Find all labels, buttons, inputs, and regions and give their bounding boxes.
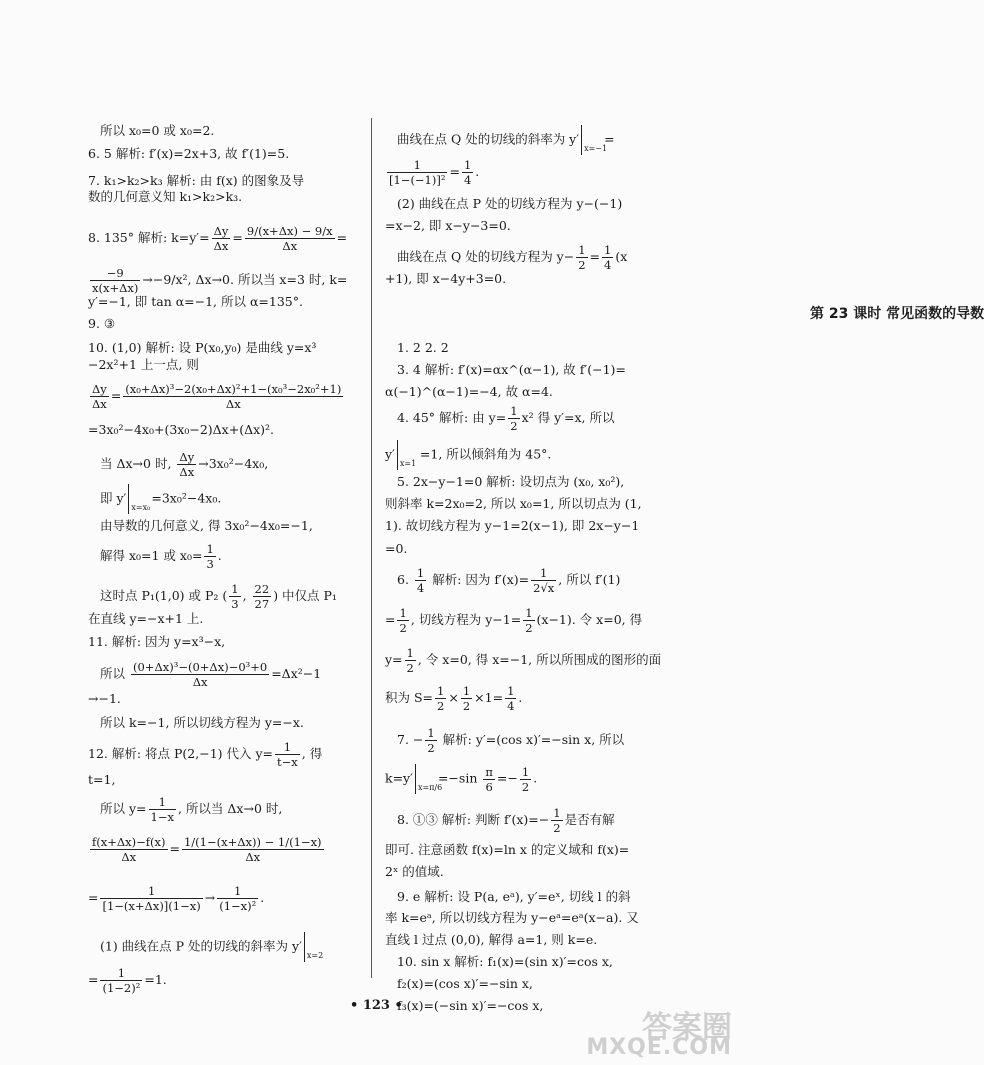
answer-line: $\frac{-9}{x(x+\Delta x)}$ →−9/x², Δx→0. 所以当 x=3 时, k=: [92, 266, 348, 295]
answer-line: 即可. 注意函数 f(x)=ln x 的定义域和 f(x)=: [385, 842, 630, 857]
answer-line: 5. 2x−y−1=0 解析: 设切点为 (x₀, x₀²),: [397, 474, 625, 489]
answer-line: (2) 曲线在点 P 处的切线方程为 y−(−1): [397, 196, 623, 211]
answer-line: f₃(x)=(−sin x)′=−cos x,: [397, 998, 544, 1013]
answer-line: 所以 k=−1, 所以切线方程为 y=−x.: [100, 715, 304, 730]
answer-line: (1) 曲线在点 P 处的切线的斜率为 y′ x=2: [100, 932, 327, 962]
answer-line: 曲线在点 Q 处的切线方程为 y− $\frac{1}{2}$ = $\frac{1}{4}$ (x: [397, 243, 628, 272]
answer-line: =x−2, 即 x−y−3=0.: [385, 218, 511, 233]
answer-line: $\frac{1}{\text{[1−(−1)]²}}$ = $\frac{1}{4}$ .: [389, 158, 480, 187]
answer-line: 直线 l 过点 (0,0), 解得 a=1, 则 k=e.: [385, 932, 598, 947]
answer-line: f₂(x)=(cos x)′=−sin x,: [397, 976, 533, 991]
answer-line: 12. 解析: 将点 P(2,−1) 代入 y= $\frac{1}{t-x}$ , 得: [88, 740, 323, 769]
answer-line: t=1,: [88, 772, 116, 787]
answer-line: 这时点 P₁(1,0) 或 P₂ ( $\frac{1}{3}$ , $\frac{22}{27}$ ) 中仅点 P₁: [100, 582, 337, 611]
answer-line: 9. e 解析: 设 P(a, eᵃ), y′=eˣ, 切线 l 的斜: [397, 889, 631, 904]
answer-line: 4. 45° 解析: 由 y= $\frac{1}{2}$ x² 得 y′=x, 所以: [397, 404, 615, 433]
answer-line: 8. 135° 解析: k=y′= $\frac{\Delta y}{\Delta x}$ = $\frac{9/(x+\Delta x) - 9/x}{\Delta x}$ =: [88, 224, 348, 253]
answer-line: 11. 解析: 因为 y=x³−x,: [88, 634, 226, 649]
answer-line: 6. 5 解析: f′(x)=2x+3, 故 f′(1)=5.: [88, 146, 290, 161]
answer-line: 2ˣ 的值域.: [385, 864, 444, 879]
answer-line: 由导数的几何意义, 得 3x₀²−4x₀=−1,: [100, 518, 313, 533]
answer-line: 数的几何意义知 k₁>k₂>k₃.: [88, 189, 243, 204]
answer-line: 8. ①③ 解析: 判断 f′(x)=− $\frac{1}{2}$ 是否有解: [397, 806, 615, 835]
answer-line: = $\frac{1}{2}$ , 切线方程为 y−1= $\frac{1}{2}$ (x−1). 令 x=0, 得: [385, 606, 643, 635]
answer-line: $\frac{\Delta y}{\Delta x}$ = $\frac{\text{(x₀+Δx)³−2(x₀+Δx)²+1−(x₀³−2x₀²+1)}}{\Delta x}$: [92, 382, 342, 411]
answer-line: 即 y′ x=x₀ =3x₀²−4x₀.: [100, 484, 221, 514]
answer-line: 10. (1,0) 解析: 设 P(x₀,y₀) 是曲线 y=x³: [88, 340, 317, 355]
answer-line: =0.: [385, 541, 408, 556]
answer-line: 7. − $\frac{1}{2}$ 解析: y′=(cos x)′=−sin x, 所以: [397, 726, 625, 755]
answer-line: $\frac{f(x+\Delta x)-f(x)}{\Delta x}$ = $\frac{1/(1-(x+\Delta x)) - 1/(1-x)}{\Delta x}$: [92, 835, 322, 864]
answer-line: 7. k₁>k₂>k₃ 解析: 由 f(x) 的图象及导: [88, 173, 305, 188]
answer-line: 在直线 y=−x+1 上.: [88, 611, 204, 626]
answer-line: 则斜率 k=2x₀=2, 所以 x₀=1, 所以切点为 (1,: [385, 496, 642, 511]
answer-line: y= $\frac{1}{2}$ , 令 x=0, 得 x=−1, 所以所围成的图形的面: [385, 646, 662, 675]
answer-line: k=y′ x=π/6 =−sin $\frac{\pi}{6}$ =− $\frac{1}{2}$ .: [385, 764, 538, 794]
answer-line: −2x²+1 上一点, 则: [88, 357, 199, 372]
answer-line: 积为 S= $\frac{1}{2}$ × $\frac{1}{2}$ ×1= $\frac{1}{4}$ .: [385, 684, 523, 713]
page-number: • 123 •: [350, 998, 403, 1013]
answer-line: 6. $\frac{1}{4}$ 解析: 因为 f′(x)= $\frac{1}{2√x}$ , 所以 f′(1): [397, 566, 621, 595]
answer-line: 9. ③: [88, 316, 116, 331]
answer-line: 3. 4 解析: f′(x)=αx^(α−1), 故 f′(−1)=: [397, 362, 626, 377]
answer-line: 曲线在点 Q 处的切线的斜率为 y′ x=−1 =: [397, 125, 615, 155]
watermark-logo: 答案圈 MXQE.COM: [586, 1010, 732, 1060]
answer-line: 所以 $\frac{\text{(0+Δx)³−(0+Δx)−0³+0}}{\Delta x}$ =Δx²−1: [100, 660, 322, 689]
answer-line: 1). 故切线方程为 y−1=2(x−1), 即 2x−y−1: [385, 518, 640, 533]
answer-line: α(−1)^(α−1)=−4, 故 α=4.: [385, 384, 553, 399]
answer-line: 1. 2 2. 2: [397, 340, 449, 355]
answer-line: +1), 即 x−4y+3=0.: [385, 271, 507, 286]
answer-line: = $\frac{1}{\text{(1−2)²}}$ =1.: [88, 966, 167, 995]
answer-line: 所以 y= $\frac{1}{1-x}$ , 所以当 Δx→0 时,: [100, 795, 283, 824]
lesson-heading: 第 23 课时 常见函数的导数: [810, 306, 984, 322]
answer-line: 所以 x₀=0 或 x₀=2.: [100, 123, 215, 138]
answer-line: y′ x=1 =1, 所以倾斜角为 45°.: [385, 440, 551, 470]
answer-line: = $\frac{1}{[1-(x+\Delta x)](1-x)}$ → $\frac{1}{\text{(1−x)²}}$ .: [88, 884, 265, 913]
column-divider: [371, 118, 372, 978]
answer-line: =3x₀²−4x₀+(3x₀−2)Δx+(Δx)².: [88, 422, 275, 437]
answer-line: 解得 x₀=1 或 x₀= $\frac{1}{3}$ .: [100, 542, 222, 571]
answer-line: →−1.: [88, 691, 121, 706]
answer-line: 当 Δx→0 时, $\frac{\Delta y}{\Delta x}$ →3x₀²−4x₀,: [100, 450, 269, 479]
answer-line: 率 k=eᵃ, 所以切线方程为 y−eᵃ=eᵃ(x−a). 又: [385, 910, 639, 925]
answer-line: y′=−1, 即 tan α=−1, 所以 α=135°.: [88, 294, 303, 309]
answer-line: 10. sin x 解析: f₁(x)=(sin x)′=cos x,: [397, 954, 613, 969]
